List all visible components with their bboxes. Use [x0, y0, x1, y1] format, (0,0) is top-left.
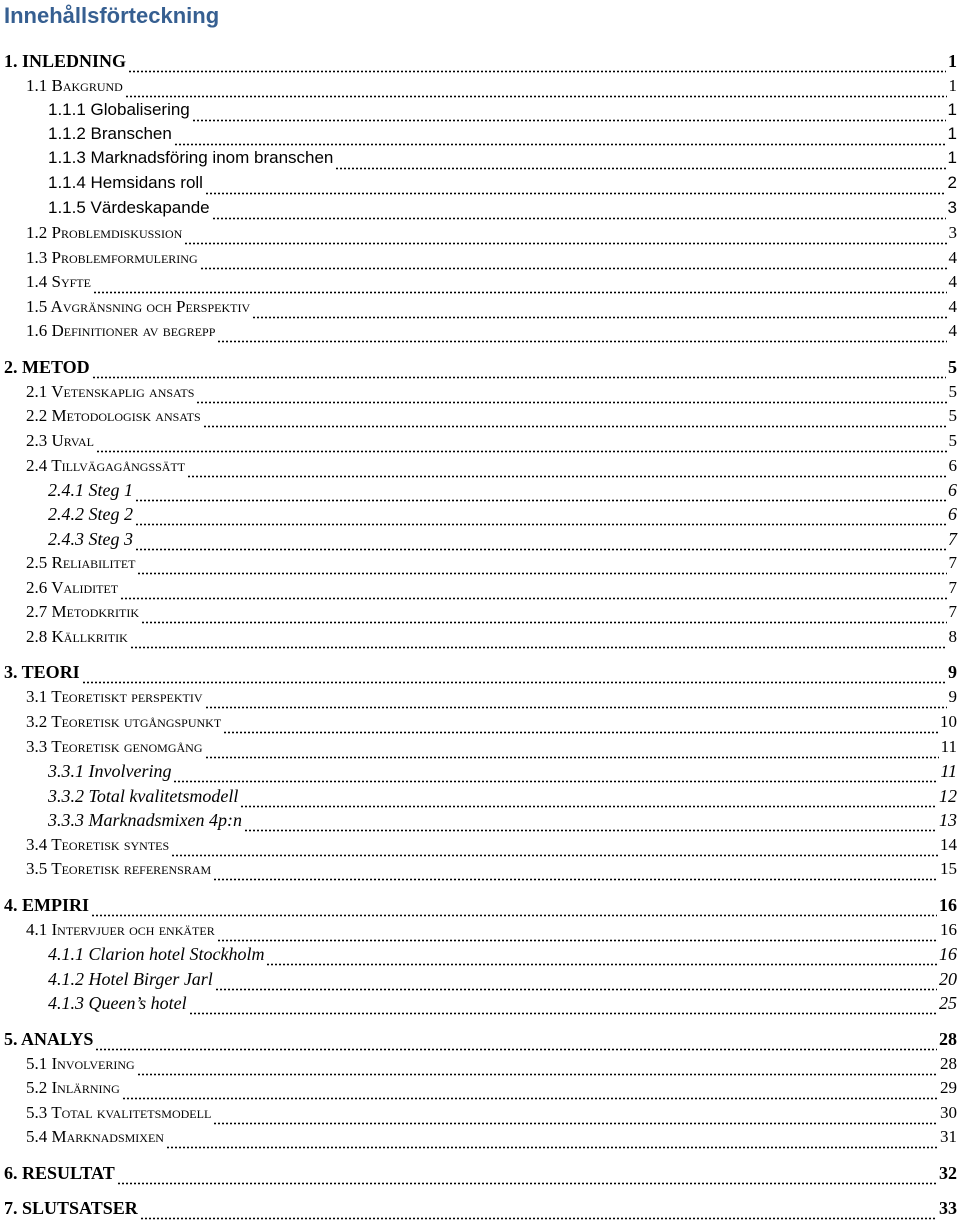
- toc-entry-label: 1.5 Avgränsning och Perspektiv: [26, 297, 251, 316]
- toc-entry[interactable]: [26, 429, 957, 453]
- toc-entry-page-number: 5: [948, 431, 957, 450]
- toc-entry-label: 3.2 Teoretisk utgångspunkt: [26, 712, 222, 731]
- toc-entry-label: 2.6 Validitet: [26, 578, 119, 597]
- toc-entry-label: 3.4 Teoretisk syntes: [26, 835, 170, 854]
- toc-entry[interactable]: [26, 857, 957, 881]
- toc-entry-label: 1.4 Syfte: [26, 272, 91, 291]
- toc-entry-page-number: 9: [948, 662, 957, 682]
- dot-leader: [212, 214, 946, 220]
- toc-entry[interactable]: [48, 171, 957, 195]
- toc-entry-label: 1.3 Problemformulering: [26, 248, 198, 267]
- toc-entry-page-number: 20: [939, 969, 957, 989]
- toc-entry-page-number: 1: [947, 124, 957, 143]
- toc-entry-page-number: 5: [948, 406, 957, 425]
- toc-entry-page-number: 4: [948, 272, 957, 291]
- toc-entry-label: 5. ANALYS: [4, 1029, 94, 1049]
- toc-entry-page-number: 6: [948, 504, 957, 524]
- dot-leader: [82, 678, 946, 684]
- toc-entry-page-number: 1: [948, 51, 957, 71]
- toc-entry[interactable]: [48, 942, 957, 966]
- toc-entry-label: 5.2 Inlärning: [26, 1078, 120, 1097]
- toc-entry-label: 3. TEORI: [4, 662, 80, 682]
- toc-entry-label: 2.5 Reliabilitet: [26, 553, 136, 572]
- toc-entry-page-number: 11: [940, 737, 957, 756]
- toc-entry-page-number: 25: [939, 993, 957, 1013]
- toc-entry[interactable]: [4, 660, 957, 684]
- dot-leader: [93, 288, 947, 294]
- toc-entry[interactable]: [26, 735, 957, 759]
- toc-entry[interactable]: [26, 576, 957, 600]
- toc-entry[interactable]: [48, 478, 957, 502]
- toc-entry[interactable]: [26, 1101, 957, 1125]
- toc-entry-page-number: 9: [948, 687, 957, 706]
- toc-entry-label: 2.1 Vetenskaplig ansats: [26, 382, 195, 401]
- toc-entry-label: 1.1.4 Hemsidans roll: [48, 173, 203, 192]
- dot-leader: [122, 1094, 938, 1100]
- dot-leader: [223, 728, 938, 734]
- toc-entry[interactable]: [48, 991, 957, 1015]
- toc-entry[interactable]: [26, 246, 957, 270]
- toc-entry-page-number: 31: [940, 1127, 957, 1146]
- dot-leader: [95, 1045, 937, 1051]
- toc-entry-page-number: 13: [939, 810, 957, 830]
- toc-entry[interactable]: [48, 146, 957, 170]
- toc-entry[interactable]: [26, 319, 957, 343]
- toc-entry-page-number: 1: [947, 100, 957, 119]
- toc-entry-label: 3.3.2 Total kvalitetsmodell: [48, 786, 239, 806]
- toc-entry[interactable]: [48, 98, 957, 122]
- dot-leader: [166, 1143, 938, 1149]
- toc-entry[interactable]: [26, 685, 957, 709]
- dot-leader: [184, 239, 946, 245]
- toc-entry-page-number: 28: [940, 1054, 957, 1073]
- toc-entry[interactable]: [26, 833, 957, 857]
- toc-entry-page-number: 16: [940, 920, 957, 939]
- toc-entry-label: 2.3 Urval: [26, 431, 94, 450]
- toc-entry-page-number: 12: [939, 786, 957, 806]
- dot-leader: [244, 826, 937, 832]
- dot-leader: [173, 777, 938, 783]
- toc-entry[interactable]: [26, 404, 957, 428]
- toc-entry[interactable]: [26, 380, 957, 404]
- dot-leader: [205, 703, 947, 709]
- toc-entry-label: 2.4.2 Steg 2: [48, 504, 133, 524]
- toc-entry-page-number: 29: [940, 1078, 957, 1097]
- toc-entry-label: 1.1.3 Marknadsföring inom branschen: [48, 148, 334, 167]
- toc-entry[interactable]: [4, 893, 957, 917]
- toc-entry-label: 7. SLUTSATSER: [4, 1198, 138, 1218]
- toc-entry-page-number: 5: [948, 382, 957, 401]
- toc-entry[interactable]: [26, 918, 957, 942]
- toc-entry-label: 1.1.5 Värdeskapande: [48, 198, 210, 217]
- toc-entry-page-number: 14: [940, 835, 957, 854]
- toc-entry-label: 3.3.3 Marknadsmixen 4p:n: [48, 810, 242, 830]
- toc-entry[interactable]: [26, 74, 957, 98]
- dot-leader: [141, 618, 946, 624]
- toc-entry[interactable]: [4, 355, 957, 379]
- toc-entry[interactable]: [48, 759, 957, 783]
- toc-entry-page-number: 1: [947, 148, 957, 167]
- toc-entry-label: 1. INLEDNING: [4, 51, 127, 71]
- dot-leader: [135, 520, 946, 526]
- toc-entry-label: 5.3 Total kvalitetsmodell: [26, 1103, 212, 1122]
- toc-entry-page-number: 7: [948, 553, 957, 572]
- toc-entry-label: 1.1 Bakgrund: [26, 76, 123, 95]
- toc-entry-page-number: 8: [948, 627, 957, 646]
- dot-leader: [130, 643, 947, 649]
- toc-entry-page-number: 33: [939, 1198, 957, 1218]
- toc-entry[interactable]: [26, 454, 957, 478]
- toc-entry-label: 2.7 Metodkritik: [26, 602, 140, 621]
- toc-entry-page-number: 7: [948, 602, 957, 621]
- toc-entry-label: 2.4.3 Steg 3: [48, 529, 133, 549]
- toc-entry-label: 2.8 Källkritik: [26, 627, 128, 646]
- toc-entry[interactable]: [26, 1052, 957, 1076]
- toc-entry-page-number: 4: [948, 297, 957, 316]
- toc-entry-page-number: 10: [940, 712, 957, 731]
- toc-entry[interactable]: [48, 122, 957, 146]
- toc-entry-label: 3.3.1 Involvering: [48, 761, 172, 781]
- dot-leader: [189, 1009, 937, 1015]
- toc-entry-label: 4.1.1 Clarion hotel Stockholm: [48, 944, 265, 964]
- toc-entry[interactable]: [48, 967, 957, 991]
- toc-entry-label: 5.1 Involvering: [26, 1054, 135, 1073]
- toc-entry-label: 6. RESULTAT: [4, 1163, 115, 1183]
- toc-entry[interactable]: [26, 295, 957, 319]
- toc-entry-page-number: 5: [948, 357, 957, 377]
- toc-entry[interactable]: [26, 270, 957, 294]
- toc-entry-page-number: 16: [939, 895, 957, 915]
- toc-entry-label: 1.6 Definitioner av begrepp: [26, 321, 216, 340]
- toc-entry[interactable]: [4, 1161, 957, 1185]
- toc-entry-page-number: 15: [940, 859, 957, 878]
- toc-entry-page-number: 30: [940, 1103, 957, 1122]
- toc-entry-page-number: 6: [948, 480, 957, 500]
- toc-entry[interactable]: [4, 1196, 957, 1220]
- toc-entry[interactable]: [4, 1027, 957, 1051]
- toc-entry-label: 2.2 Metodologisk ansats: [26, 406, 201, 425]
- toc-entry-page-number: 7: [948, 578, 957, 597]
- toc-entry-label: 4.1.3 Queen’s hotel: [48, 993, 187, 1013]
- toc-entry[interactable]: [48, 196, 957, 220]
- toc-entry-label: 3.5 Teoretisk referensram: [26, 859, 212, 878]
- dot-leader: [266, 960, 937, 966]
- toc-entry-page-number: 3: [948, 223, 957, 242]
- toc-entry[interactable]: [48, 502, 957, 526]
- toc-entry-page-number: 11: [940, 761, 957, 781]
- toc-entry[interactable]: [48, 527, 957, 551]
- toc-entry[interactable]: [26, 1076, 957, 1100]
- toc-entry-label: 1.2 Problemdiskussion: [26, 223, 183, 242]
- dot-leader: [335, 164, 945, 170]
- toc-entry-page-number: 4: [948, 321, 957, 340]
- toc-entry-label: 5.4 Marknadsmixen: [26, 1127, 164, 1146]
- dot-leader: [91, 911, 937, 917]
- dot-leader: [137, 569, 946, 575]
- toc-entry-page-number: 7: [948, 529, 957, 549]
- toc-entry-label: 3.1 Teoretiskt perspektiv: [26, 687, 203, 706]
- toc-heading: Innehållsförteckning: [4, 3, 220, 28]
- toc-entry[interactable]: [26, 221, 957, 245]
- toc-entry-label: 4.1 Intervjuer och enkäter: [26, 920, 215, 939]
- dot-leader: [140, 1214, 937, 1220]
- toc-entry-label: 2.4.1 Steg 1: [48, 480, 133, 500]
- toc-entry-label: 4. EMPIRI: [4, 895, 89, 915]
- toc-entry[interactable]: [48, 808, 957, 832]
- toc-entry-label: 1.1.1 Globalisering: [48, 100, 190, 119]
- toc-entry[interactable]: [26, 551, 957, 575]
- toc-entry-label: 4.1.2 Hotel Birger Jarl: [48, 969, 213, 989]
- toc-entry[interactable]: [26, 625, 957, 649]
- dot-leader: [128, 67, 946, 73]
- toc-entry-label: 3.3 Teoretisk genomgång: [26, 737, 203, 756]
- toc-entry-label: 2. METOD: [4, 357, 90, 377]
- toc-entry-page-number: 1: [948, 76, 957, 95]
- toc-entry-page-number: 16: [939, 944, 957, 964]
- toc-entry-page-number: 4: [948, 248, 957, 267]
- toc-entry-page-number: 6: [948, 456, 957, 475]
- toc-entry[interactable]: [48, 784, 957, 808]
- dot-leader: [92, 373, 946, 379]
- dot-leader: [205, 189, 946, 195]
- toc-entry-label: 1.1.2 Branschen: [48, 124, 172, 143]
- dot-leader: [217, 337, 946, 343]
- toc-entry[interactable]: [26, 1125, 957, 1149]
- toc-entry-page-number: 3: [947, 198, 957, 217]
- toc-entry[interactable]: [26, 600, 957, 624]
- dot-leader: [213, 875, 938, 881]
- toc-entry-label: 2.4 Tillvägagångssätt: [26, 456, 186, 475]
- toc-entry-page-number: 2: [947, 173, 957, 192]
- dot-leader: [203, 422, 947, 428]
- toc-entry[interactable]: [26, 710, 957, 734]
- toc-entry[interactable]: [4, 49, 957, 73]
- dot-leader: [96, 447, 947, 453]
- toc-entry-page-number: 28: [939, 1029, 957, 1049]
- toc-entry-page-number: 32: [939, 1163, 957, 1183]
- dot-leader: [117, 1179, 937, 1185]
